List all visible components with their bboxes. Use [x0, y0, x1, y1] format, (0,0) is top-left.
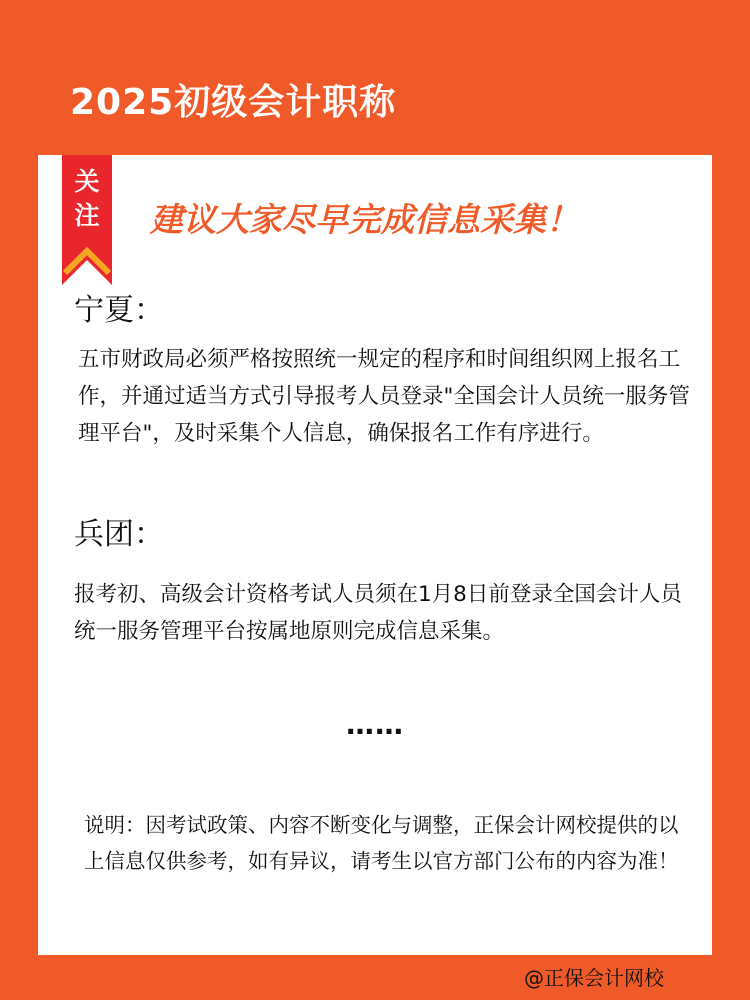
- content-card: [38, 155, 712, 955]
- ellipsis: ……: [346, 708, 404, 741]
- page-title: 2025初级会计职称: [70, 82, 397, 123]
- ribbon-label: [62, 165, 112, 233]
- ribbon-char-2: 注: [74, 201, 100, 230]
- watermark: @正保会计网校: [524, 966, 664, 990]
- ribbon-char-1: 关: [74, 167, 100, 196]
- section-body-ningxia: 五市财政局必须严格按照统一规定的程序和时间组织网上报名工作，并通过适当方式引导报考人员登录"全国会计人员统一服务管理平台"，及时采集个人信息，确保报名工作有序进行。: [78, 347, 690, 446]
- disclaimer: 说明：因考试政策、内容不断变化与调整，正保会计网校提供的以上信息仅供参考，如有异议，请考生以官方部门公布的内容为准！: [84, 813, 679, 873]
- section-title-bingtuan: 兵团：: [74, 517, 164, 552]
- section-body-bingtuan: 报考初、高级会计资格考试人员须在1月8日前登录全国会计人员统一服务管理平台按属地原则完成信息采集。: [74, 582, 682, 644]
- section-title-ningxia: 宁夏：: [74, 293, 164, 328]
- follow-ribbon: [62, 155, 112, 285]
- headline: 建议大家尽早完成信息采集！: [150, 200, 579, 239]
